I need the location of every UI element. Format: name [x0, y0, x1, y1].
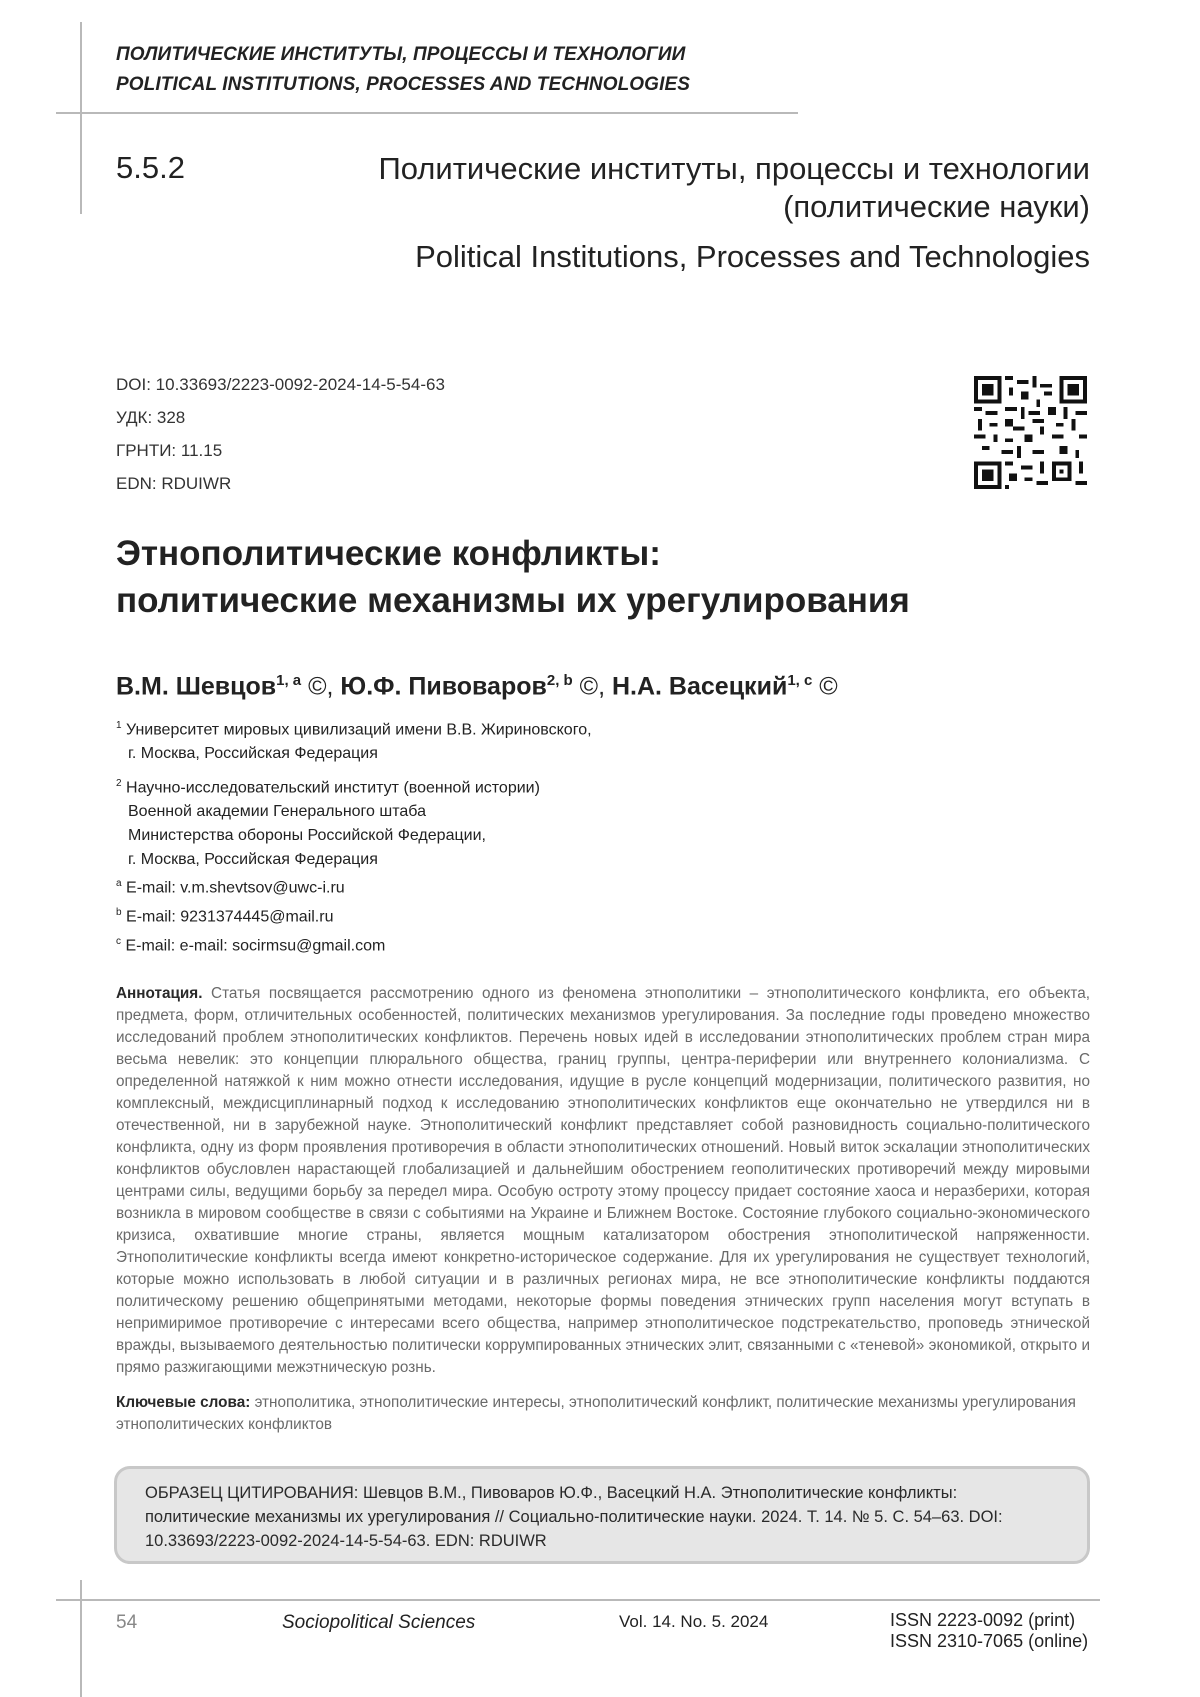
keywords-text: этнополитика, этнополитические интересы, этнополитический конфликт, политические механизмы урегулирования этнополитических конфликтов — [116, 1394, 1076, 1433]
affiliation-number: 1 — [116, 720, 122, 731]
article-title-line2: политические механизмы их урегулирования — [116, 577, 1096, 624]
issn-block — [890, 1610, 1088, 1652]
author-affil-marker: 2, b — [547, 672, 573, 689]
citation-box — [114, 1466, 1090, 1564]
affiliation-line: Университет мировых цивилизаций имени В.В. Жириновского, — [126, 721, 592, 738]
email-key: a — [116, 878, 122, 889]
orcid-mark: ©, — [573, 672, 605, 700]
email-text[interactable]: E-mail: e-mail: socirmsu@gmail.com — [125, 937, 385, 954]
top-horizontal-rule — [56, 112, 798, 114]
email-key: c — [116, 936, 121, 947]
abstract-text: Статья посвящается рассмотрению одного из феномена этнополитики – этнополитического конфликта, его объекта, предмета, форм, отличительных особенностей, политических механизмов урегулирования. За последние годы проведено множество исследований проблем этнополитических конфликтов. Перечень новых идей в исследовании этнополитических проблем стран мира весьма невелик: это концепции плюрального общества, границ группы, центра-периферии или внутреннего колониализма. С определенной натяжкой к ним можно отнести исследования, идущие в русле концепций модернизации, политического развития, но комплексный, междисциплинарный подход к исследованию этнополитических конфликтов еще окончательно не утвердился ни в отечественной, ни в зарубежной науке. Этнополитический конфликт представляет собой разновидность социально-политического конфликта, одну из форм проявления противоречия в области этнополитических отношений. Новый виток эскалации этнополитических конфликтов обусловлен нарастающей глобализацией и дальнейшим обострением геополитических противоречий между мировыми центрами силы, ведущими борьбу за передел мира. Особую остроту этому процессу придает состояние хаоса и неразберихи, которая возникла в мировом сообществе в связи с событиями на Украине и Ближнем Востоке. Состояние глубокого социально-экономического кризиса, охватившие многие страны, является мощным катализатором обострения этнополитической напряженности. Этнополитические конфликты всегда имеют конкретно-историческое содержание. Для их урегулирования не существует технологий, которые можно использовать в любой ситуации и в различных регионах мира, не все этнополитические конфликты поддаются политическому решению общепринятыми методами, некоторые формы поведения этнических групп населения могут вступать в непримиримое противоречие с интересами всего общества, например этнополитическое подстрекательство, проповедь этнической вражды, вызываемого деятельностью политически коррумпированных этнических элит, связанными с «теневой» экономикой, открыто и прямо разжигающими межэтническую рознь. — [116, 985, 1090, 1376]
author-name: Н.А. Васецкий — [605, 672, 787, 700]
author-name: В.М. Шевцов — [116, 672, 276, 700]
abstract-label: Аннотация. — [116, 985, 202, 1002]
author-affil-marker: 1, a — [276, 672, 301, 689]
top-vertical-rule — [80, 22, 82, 214]
page-number: 54 — [116, 1612, 137, 1634]
orcid-mark: ©, — [301, 672, 333, 700]
specialty-code: 5.5.2 — [116, 150, 185, 186]
running-header-ru: ПОЛИТИЧЕСКИЕ ИНСТИТУТЫ, ПРОЦЕССЫ И ТЕХНОЛОГИИ — [116, 44, 685, 66]
keywords-label: Ключевые слова: — [116, 1394, 250, 1411]
email-text[interactable]: E-mail: v.m.shevtsov@uwc-i.ru — [126, 879, 345, 896]
email-c[interactable] — [116, 936, 385, 955]
affiliation-line: г. Москва, Российская Федерация — [116, 848, 540, 872]
specialty-name-ru-line1: Политические институты, процессы и технологии — [378, 150, 1090, 188]
affiliation-1 — [116, 714, 592, 766]
affiliation-line: Научно-исследовательский институт (военной истории) — [126, 779, 540, 796]
udk-line: УДК: 328 — [116, 408, 185, 428]
author-affil-marker: 1, c — [787, 672, 812, 689]
affiliation-line: Военной академии Генерального штаба — [116, 800, 540, 824]
specialty-name-en: Political Institutions, Processes and Technologies — [415, 238, 1090, 276]
affiliation-2 — [116, 772, 540, 872]
email-b[interactable] — [116, 907, 333, 926]
footer-rule — [56, 1599, 1100, 1601]
affiliation-line: г. Москва, Российская Федерация — [116, 742, 592, 766]
journal-name: Sociopolitical Sciences — [282, 1612, 475, 1634]
orcid-mark: © — [812, 672, 837, 700]
email-text[interactable]: E-mail: 9231374445@mail.ru — [126, 908, 333, 925]
author-name: Ю.Ф. Пивоваров — [333, 672, 546, 700]
specialty-name-ru — [378, 150, 1090, 226]
grnti-line: ГРНТИ: 11.15 — [116, 441, 222, 461]
running-header-en: POLITICAL INSTITUTIONS, PROCESSES AND TECHNOLOGIES — [116, 74, 690, 96]
abstract — [116, 983, 1090, 1379]
article-title — [116, 530, 1096, 624]
article-title-line1: Этнополитические конфликты: — [116, 530, 1096, 577]
citation-text: ОБРАЗЕЦ ЦИТИРОВАНИЯ: Шевцов В.М., Пивоваров Ю.Ф., Васецкий Н.А. Этнополитические конфликты: политические механизмы их урегулирования // Социально-политические науки. 2024. Т. 14. № 5. С. 54–63. DOI: 10.33693/2223-0092-2024-14-5-54-63. EDN: RDUIWR — [145, 1484, 1003, 1550]
edn-line: EDN: RDUIWR — [116, 474, 231, 494]
email-a[interactable] — [116, 878, 345, 897]
authors-line — [116, 672, 838, 701]
volume-info: Vol. 14. No. 5. 2024 — [619, 1612, 768, 1632]
affiliation-number: 2 — [116, 778, 122, 789]
specialty-name-ru-line2: (политические науки) — [378, 188, 1090, 226]
email-key: b — [116, 907, 122, 918]
footer-vertical-rule — [80, 1580, 82, 1697]
keywords — [116, 1392, 1090, 1436]
affiliation-line: Министерства обороны Российской Федерации, — [116, 824, 540, 848]
issn-online: ISSN 2310-7065 (online) — [890, 1631, 1088, 1652]
qr-code-icon — [974, 376, 1087, 489]
issn-print: ISSN 2223-0092 (print) — [890, 1610, 1088, 1631]
doi-line: DOI: 10.33693/2223-0092-2024-14-5-54-63 — [116, 375, 445, 395]
